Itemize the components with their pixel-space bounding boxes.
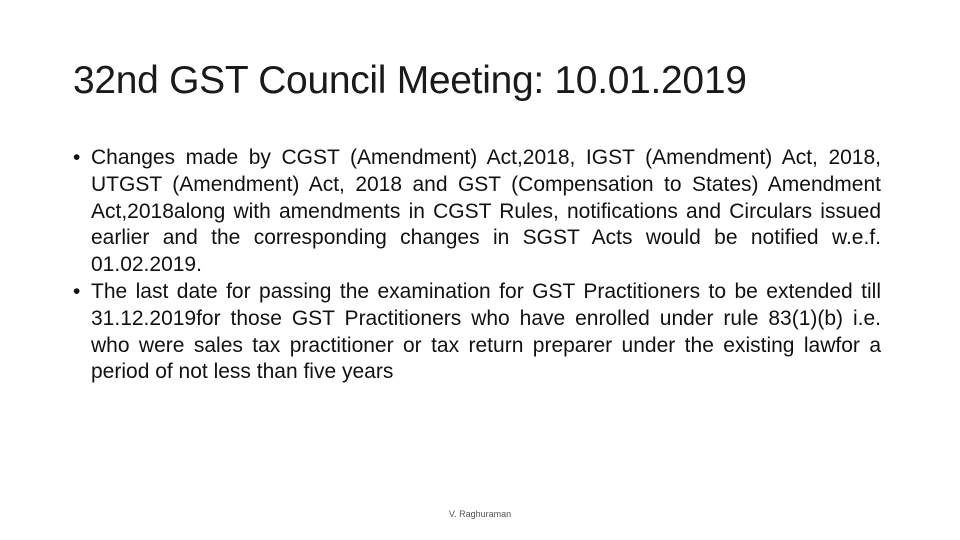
bullet-marker: • — [73, 279, 81, 303]
slide-title: 32nd GST Council Meeting: 10.01.2019 — [73, 59, 747, 102]
bullet-text: The last date for passing the examination for GST Practitioners to be extended till 31.12.2019for those GST Practitioners who have enrolled under rule 83(1)(b) i.e. who were sales tax practitioner or tax return preparer under the existing lawfor a period of not less than five years — [91, 279, 881, 384]
bullet-text: Changes made by CGST (Amendment) Act,2018, IGST (Amendment) Act, 2018, UTGST (Amendment) Act, 2018 and GST (Compensation to States) Amendment Act,2018along with amendments in CGST Rules, notifications and Circulars issued earlier and the corresponding changes in SGST Acts would be notified w.e.f. 01.02.2019. — [91, 146, 881, 277]
bullet-list — [73, 145, 881, 386]
bullet-item-1 — [73, 145, 881, 279]
footer-author: V. Raghuraman — [448, 509, 512, 519]
bullet-item-2 — [73, 279, 881, 386]
bullet-marker: • — [73, 146, 81, 169]
